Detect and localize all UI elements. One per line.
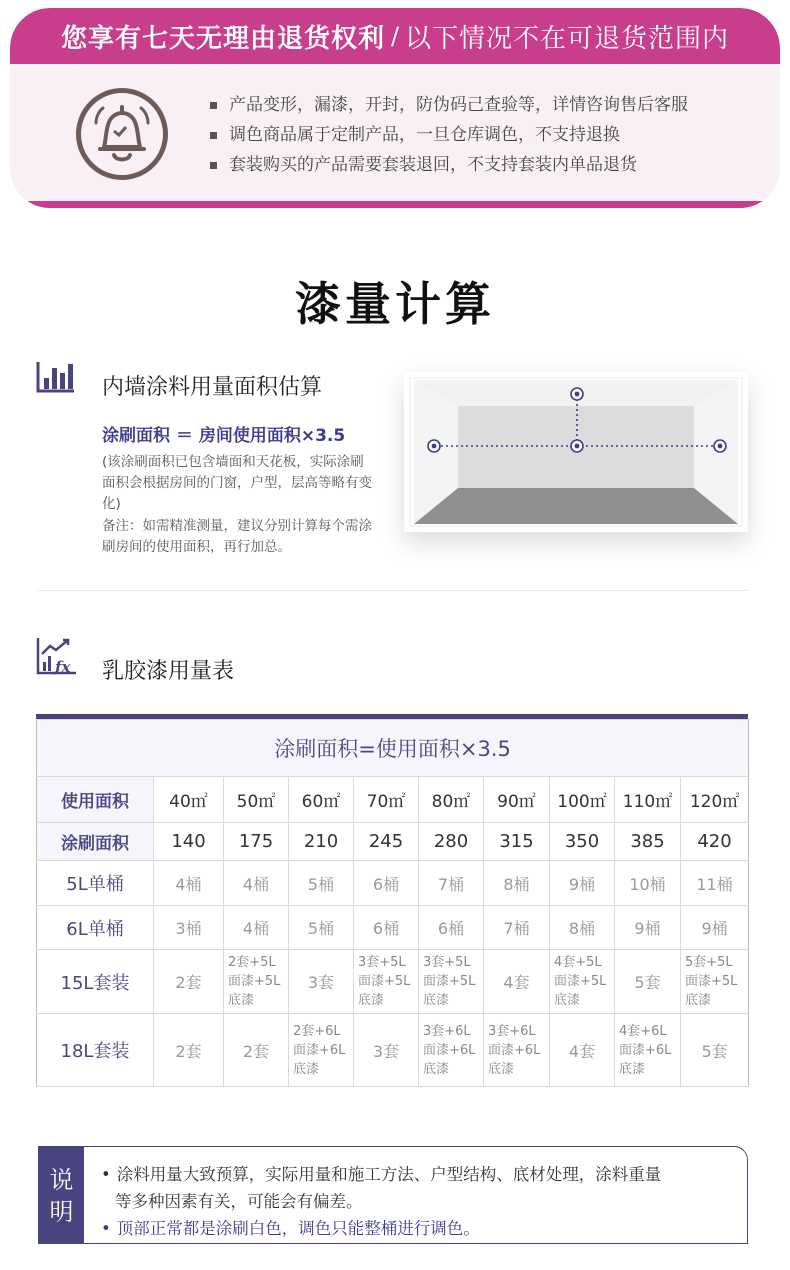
table-cell: 6桶: [354, 861, 419, 906]
table-row: [37, 777, 749, 823]
explanation-item: • 顶部正常都是涂刷白色，调色只能整桶进行调色。: [101, 1219, 480, 1238]
table-cell: 3套+6L 面漆+6L 底漆: [484, 1014, 550, 1087]
table-cell: 4套: [484, 950, 550, 1014]
explanation-item: 等多种因素有关，可能会有偏差。: [115, 1192, 363, 1211]
table-cell: 420: [681, 823, 749, 861]
notice-item: 套装购买的产品需要套装退回，不支持套装内单品退货: [210, 150, 688, 180]
table-cell: 385: [615, 823, 681, 861]
table-cell: 3套: [354, 1014, 419, 1087]
table-cell: 6桶: [419, 906, 484, 950]
explanation-box: [38, 1146, 748, 1244]
table-caption: 涂刷面积=使用面积×3.5: [37, 720, 749, 777]
table-cell: 175: [224, 823, 289, 861]
svg-text:fx: fx: [55, 658, 71, 676]
table-row: [37, 950, 749, 1014]
row-label: 18L套装: [37, 1014, 154, 1087]
notice-header: [10, 8, 780, 64]
table-cell: 5套+5L 面漆+5L 底漆: [681, 950, 749, 1014]
table-cell: 9桶: [550, 861, 615, 906]
table-cell: 5套: [681, 1014, 749, 1087]
area-description: (该涂刷面积已包含墙面和天花板，实际涂刷面积会根据房间的门窗，户型，层高等略有变化): [102, 454, 372, 512]
table-cell: 8桶: [550, 906, 615, 950]
table-cell: 50㎡: [224, 777, 289, 823]
table-cell: 60㎡: [289, 777, 354, 823]
table-cell: 9桶: [681, 906, 749, 950]
notice-header-separator: /: [390, 22, 400, 50]
usage-table: [36, 714, 748, 1087]
table-row: [37, 861, 749, 906]
table-cell: 4套+5L 面漆+5L 底漆: [550, 950, 615, 1014]
bar-chart-icon: [36, 360, 76, 398]
table-cell: 3套: [289, 950, 354, 1014]
table-cell: 110㎡: [615, 777, 681, 823]
row-label: 6L单桶: [37, 906, 154, 950]
notice-header-rest: 以下情况不在可退货范围内: [405, 23, 730, 54]
table-cell: 4套: [550, 1014, 615, 1087]
table-cell: 2套: [224, 1014, 289, 1087]
table-cell: 5桶: [289, 861, 354, 906]
table-cell: 4桶: [224, 861, 289, 906]
table-cell: 315: [484, 823, 550, 861]
table-cell: 100㎡: [550, 777, 615, 823]
table-cell: 3套+5L 面漆+5L 底漆: [419, 950, 484, 1014]
explanation-item: • 涂料用量大致预算，实际用量和施工方法、户型结构、底材处理，涂料重量: [101, 1165, 662, 1184]
table-cell: 8桶: [484, 861, 550, 906]
room-diagram: [404, 372, 748, 532]
table-cell: 3桶: [154, 906, 224, 950]
table-row: [37, 1014, 749, 1087]
table-cell: 11桶: [681, 861, 749, 906]
table-row: [37, 906, 749, 950]
table-cell: 2套: [154, 1014, 224, 1087]
table-cell: 2套+5L 面漆+5L 底漆: [224, 950, 289, 1014]
table-cell: 70㎡: [354, 777, 419, 823]
usage-heading: 乳胶漆用量表: [102, 659, 235, 684]
table-cell: 7桶: [419, 861, 484, 906]
table-cell: 210: [289, 823, 354, 861]
explanation-label: 说 明: [39, 1147, 84, 1243]
notice-header-strong: 您享有七天无理由退货权利: [60, 23, 385, 54]
notice-item: 调色商品属于定制产品，一旦仓库调色，不支持退换: [210, 120, 688, 150]
notice-list: [210, 90, 688, 180]
row-label: 涂刷面积: [37, 823, 154, 861]
row-label: 15L套装: [37, 950, 154, 1014]
table-cell: 7桶: [484, 906, 550, 950]
explanation-list: [101, 1161, 661, 1242]
table-cell: 245: [354, 823, 419, 861]
table-cell: 90㎡: [484, 777, 550, 823]
row-label: 使用面积: [37, 777, 154, 823]
table-cell: 120㎡: [681, 777, 749, 823]
table-cell: 5桶: [289, 906, 354, 950]
table-cell: 80㎡: [419, 777, 484, 823]
table-cell: 280: [419, 823, 484, 861]
table-cell: 350: [550, 823, 615, 861]
fx-chart-icon: [36, 636, 78, 680]
area-heading: 内墙涂料用量面积估算: [102, 375, 323, 400]
table-cell: 3套+6L 面漆+6L 底漆: [419, 1014, 484, 1087]
area-formula: 涂刷面积 ＝ 房间使用面积×3.5: [102, 426, 346, 446]
row-label: 5L单桶: [37, 861, 154, 906]
return-policy-notice: [10, 8, 780, 208]
section-title: 漆量计算: [295, 277, 495, 331]
table-cell: 40㎡: [154, 777, 224, 823]
notice-item: 产品变形，漏漆，开封，防伪码己查验等，详情咨询售后客服: [210, 90, 688, 120]
divider: [38, 590, 748, 591]
table-cell: 4套+6L 面漆+6L 底漆: [615, 1014, 681, 1087]
notice-bottom-bar: [10, 201, 780, 208]
table-cell: 2套: [154, 950, 224, 1014]
table-cell: 4桶: [224, 906, 289, 950]
table-cell: 2套+6L 面漆+6L 底漆: [289, 1014, 354, 1087]
table-cell: 10桶: [615, 861, 681, 906]
bell-icon: [76, 88, 168, 180]
table-cell: 5套: [615, 950, 681, 1014]
table-cell: 140: [154, 823, 224, 861]
area-note: 备注：如需精准测量，建议分别计算每个需涂刷房间的使用面积，再行加总。: [102, 518, 372, 555]
table-row: [37, 823, 749, 861]
table-cell: 6桶: [354, 906, 419, 950]
table-cell: 9桶: [615, 906, 681, 950]
table-cell: 4桶: [154, 861, 224, 906]
table-cell: 3套+5L 面漆+5L 底漆: [354, 950, 419, 1014]
